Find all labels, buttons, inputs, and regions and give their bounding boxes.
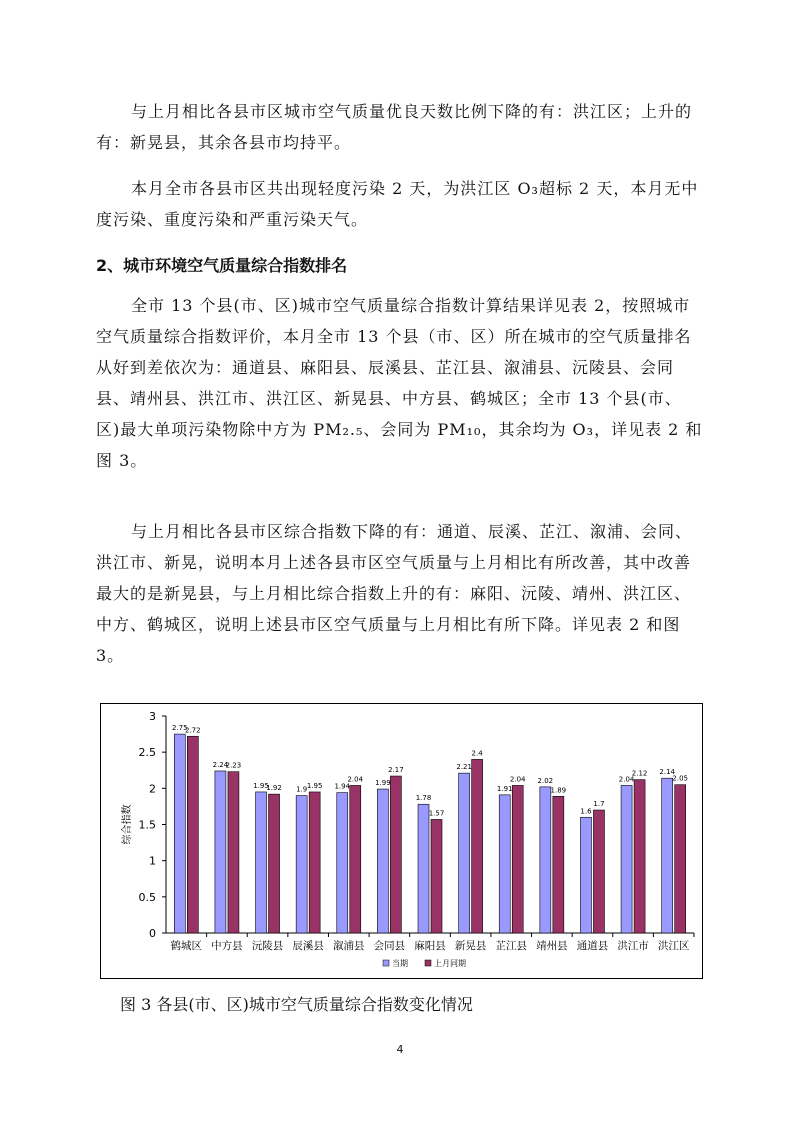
x-tick-label: 洪江市 — [617, 940, 649, 952]
bar-current — [174, 734, 185, 933]
bar-previous — [187, 736, 198, 933]
bar-current — [296, 796, 307, 933]
data-label-previous: 2.17 — [388, 766, 404, 775]
y-tick-label: 1.5 — [138, 818, 156, 832]
x-tick-label: 会同县 — [373, 940, 406, 952]
data-label-previous: 1.92 — [266, 784, 282, 793]
data-label-previous: 1.95 — [306, 781, 323, 790]
bar-current — [418, 804, 429, 933]
legend-swatch-current — [383, 960, 389, 966]
legend-label-current: 当期 — [392, 959, 408, 968]
bar-previous — [512, 785, 523, 933]
bar-current — [499, 795, 510, 933]
paragraph-2: 本月全市各县市区共出现轻度污染 2 天，为洪江区 O₃超标 2 天，本月无中度污染、重度污染和严重污染天气。 — [96, 179, 699, 229]
legend-label-previous: 上月同期 — [434, 959, 466, 968]
bar-previous — [309, 792, 320, 933]
bar-current — [337, 793, 348, 933]
x-tick-label: 麻阳县 — [414, 940, 446, 952]
data-label-previous: 1.57 — [428, 809, 445, 818]
y-tick-label: 3 — [149, 710, 156, 723]
bar-previous — [675, 785, 686, 933]
data-label-current: 1.91 — [496, 784, 513, 793]
data-label-current: 2.21 — [456, 763, 472, 772]
data-label-current: 2.04 — [618, 775, 635, 784]
data-label-previous: 1.7 — [593, 800, 605, 809]
paragraph-1: 与上月相比各县市区城市空气质量优良天数比例下降的有：洪江区；上升的有：新晃县，其余各县市均持平。 — [96, 102, 693, 152]
bar-previous — [634, 780, 645, 933]
bar-previous — [593, 810, 604, 933]
y-tick-label: 0 — [149, 927, 156, 940]
data-label-previous: 2.04 — [509, 775, 526, 784]
bar-previous — [431, 819, 442, 933]
x-tick-label: 洪江区 — [657, 940, 690, 952]
data-label-previous: 2.12 — [631, 769, 648, 778]
bar-current — [256, 792, 267, 933]
bar-previous — [472, 759, 483, 933]
x-tick-label: 沅陵县 — [251, 940, 284, 952]
bar-previous — [269, 794, 280, 933]
paragraph-4: 与上月相比各县市区综合指数下降的有：通道、辰溪、芷江、溆浦、会同、洪江市、新晃，说明本月上述各县市区空气质量与上月相比有所改善，其中改善最大的是新晃县，与上月相比综合指数上升的有：麻阳、沅陵、靖州、洪江区、中方、鹤城区，说明上述县市区空气质量与上月相比有所下降。详见表 2 和图 3。 — [96, 522, 693, 665]
x-tick-label: 芷江县 — [495, 940, 527, 952]
data-label-previous: 2.05 — [672, 774, 688, 783]
data-label-previous: 2.72 — [185, 726, 201, 735]
y-tick-label: 2.5 — [138, 746, 156, 760]
data-label-current: 1.9 — [296, 785, 308, 794]
data-label-current: 1.94 — [334, 782, 351, 791]
data-label-current: 1.6 — [580, 807, 592, 816]
bar-current — [377, 789, 388, 933]
bar-current — [621, 785, 632, 933]
y-axis-label: 综合指数 — [122, 804, 133, 845]
x-tick-label: 辰溪县 — [292, 940, 324, 952]
x-tick-label: 靖州县 — [536, 940, 568, 952]
data-label-current: 2.02 — [537, 776, 554, 785]
y-tick-label: 1 — [149, 854, 156, 868]
figure-caption: 图 3 各县(市、区)城市空气质量综合指数变化情况 — [120, 995, 473, 1014]
data-label-current: 1.95 — [253, 781, 269, 790]
data-label-previous: 2.4 — [471, 749, 483, 758]
x-tick-label: 鹤城区 — [170, 940, 203, 952]
data-label-current: 2.24 — [212, 760, 229, 769]
bar-previous — [553, 796, 564, 933]
data-label-current: 2.14 — [659, 768, 675, 777]
bar-previous — [350, 785, 361, 933]
data-label-previous: 2.04 — [347, 775, 364, 784]
chart-frame — [100, 703, 703, 979]
data-label-current: 1.78 — [415, 794, 432, 803]
bar-current — [215, 771, 226, 933]
data-label-current: 2.75 — [172, 724, 188, 733]
x-tick-label: 新晃县 — [454, 940, 487, 952]
bar-current — [580, 817, 591, 933]
data-label-current: 1.99 — [375, 779, 391, 788]
data-label-previous: 2.23 — [225, 761, 242, 770]
x-tick-label: 溆浦县 — [333, 940, 365, 952]
page-number: 4 — [396, 1043, 404, 1056]
bar-current — [540, 787, 551, 933]
paragraph-3: 全市 13 个县(市、区)城市空气质量综合指数计算结果详见表 2，按照城市空气质量综合指数评价，本月全市 13 个县（市、区）所在城市的空气质量排名从好到差依次为：通道县、麻阳县、辰溪县、芷江县、溆浦县、沅陵县、会同县、靖州县、洪江市、洪江区、新晃县、中方县、鹤城区；全市 13 个县(市、区)最大单项污染物除中方为 PM₂.₅、会同为 PM₁₀，其余均为 O₃，详见表 2 和图 3。 — [96, 296, 703, 470]
section-heading: 2、城市环境空气质量综合指数排名 — [96, 256, 348, 275]
legend-swatch-previous — [425, 960, 431, 966]
x-tick-label: 中方县 — [211, 940, 243, 952]
y-tick-label: 0.5 — [138, 890, 156, 904]
bar-current — [662, 778, 673, 933]
y-tick-label: 2 — [149, 782, 156, 796]
bar-current — [459, 773, 470, 933]
composite-index-chart — [101, 704, 704, 980]
bar-previous — [228, 772, 239, 933]
data-label-previous: 1.89 — [550, 786, 567, 795]
x-tick-label: 通道县 — [576, 940, 609, 952]
bar-previous — [390, 776, 401, 933]
